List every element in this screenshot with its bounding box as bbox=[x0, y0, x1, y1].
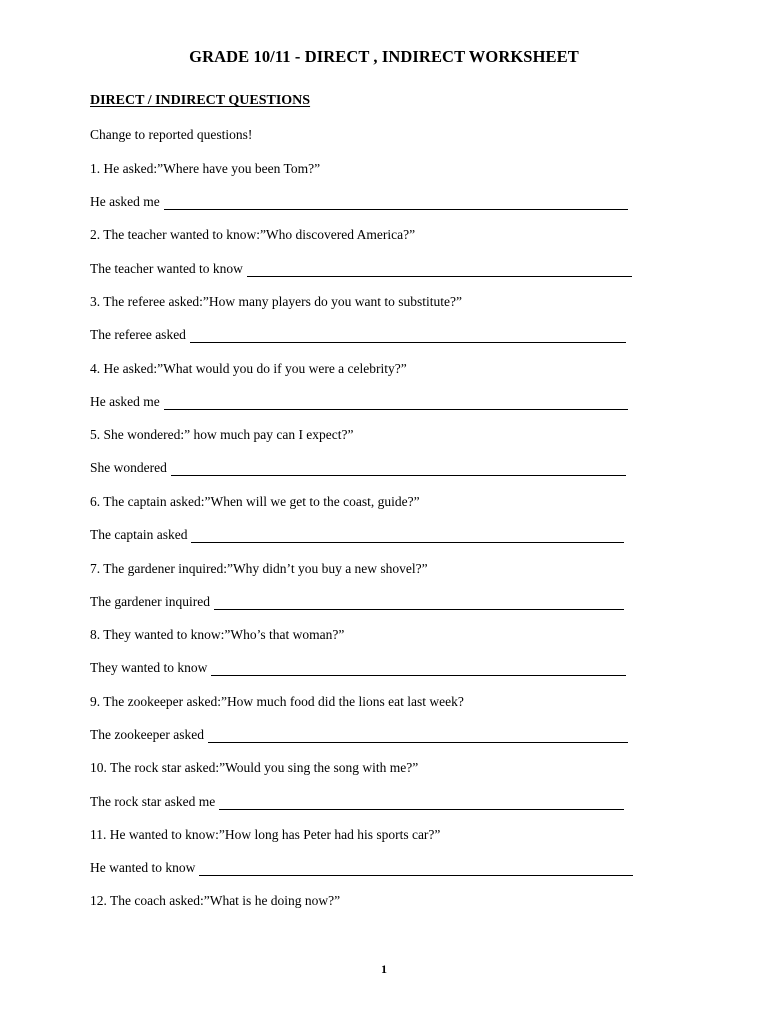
question-prompt-2: 2. The teacher wanted to know:”Who discovered America?” bbox=[90, 227, 416, 242]
question-prompt-12: 12. The coach asked:”What is he doing now?” bbox=[90, 893, 341, 908]
answer-lead: The rock star asked me bbox=[90, 794, 216, 809]
question-prompt-3: 3. The referee asked:”How many players do you want to substitute?” bbox=[90, 294, 463, 309]
answer-lead: He wanted to know bbox=[90, 860, 196, 875]
answer-blank[interactable] bbox=[191, 530, 624, 543]
answer-lead: The referee asked bbox=[90, 327, 186, 342]
answer-blank[interactable] bbox=[208, 730, 628, 743]
answer-lead: The teacher wanted to know bbox=[90, 261, 243, 276]
answer-line-3[interactable] bbox=[90, 327, 626, 343]
question-prompt-8: 8. They wanted to know:”Who’s that woman?” bbox=[90, 627, 345, 642]
answer-blank[interactable] bbox=[247, 264, 632, 277]
answer-lead: The zookeeper asked bbox=[90, 727, 204, 742]
answer-blank[interactable] bbox=[211, 663, 626, 676]
answer-blank[interactable] bbox=[164, 197, 628, 210]
question-prompt-7: 7. The gardener inquired:”Why didn’t you buy a new shovel?” bbox=[90, 561, 428, 576]
answer-line-9[interactable] bbox=[90, 727, 628, 743]
question-prompt-1: 1. He asked:”Where have you been Tom?” bbox=[90, 161, 321, 176]
answer-blank[interactable] bbox=[190, 330, 626, 343]
question-prompt-6: 6. The captain asked:”When will we get to the coast, guide?” bbox=[90, 494, 420, 509]
answer-line-8[interactable] bbox=[90, 660, 626, 676]
answer-blank[interactable] bbox=[171, 463, 626, 476]
answer-blank[interactable] bbox=[214, 597, 624, 610]
answer-blank[interactable] bbox=[199, 863, 633, 876]
answer-lead: He asked me bbox=[90, 194, 160, 209]
question-prompt-10: 10. The rock star asked:”Would you sing the song with me?” bbox=[90, 760, 419, 775]
answer-line-2[interactable] bbox=[90, 261, 632, 277]
answer-lead: He asked me bbox=[90, 394, 160, 409]
question-prompt-5: 5. She wondered:” how much pay can I expect?” bbox=[90, 427, 354, 442]
page-number: 1 bbox=[381, 962, 387, 976]
answer-line-4[interactable] bbox=[90, 394, 628, 410]
question-prompt-9: 9. The zookeeper asked:”How much food did the lions eat last week? bbox=[90, 694, 464, 709]
answer-line-1[interactable] bbox=[90, 194, 628, 210]
answer-blank[interactable] bbox=[164, 397, 628, 410]
answer-line-10[interactable] bbox=[90, 794, 624, 810]
question-prompt-4: 4. He asked:”What would you do if you were a celebrity?” bbox=[90, 361, 407, 376]
answer-lead: They wanted to know bbox=[90, 660, 208, 675]
answer-lead: The captain asked bbox=[90, 527, 188, 542]
instruction-text: Change to reported questions! bbox=[90, 127, 253, 142]
answer-line-6[interactable] bbox=[90, 527, 624, 543]
answer-line-7[interactable] bbox=[90, 594, 624, 610]
answer-line-11[interactable] bbox=[90, 860, 633, 876]
section-heading: DIRECT / INDIRECT QUESTIONS bbox=[90, 93, 311, 108]
answer-blank[interactable] bbox=[219, 797, 624, 810]
answer-lead: The gardener inquired bbox=[90, 594, 210, 609]
page-title: GRADE 10/11 - DIRECT , INDIRECT WORKSHEET bbox=[189, 47, 579, 66]
answer-lead: She wondered bbox=[90, 460, 167, 475]
question-prompt-11: 11. He wanted to know:”How long has Peter had his sports car?” bbox=[90, 827, 441, 842]
answer-line-5[interactable] bbox=[90, 460, 626, 476]
